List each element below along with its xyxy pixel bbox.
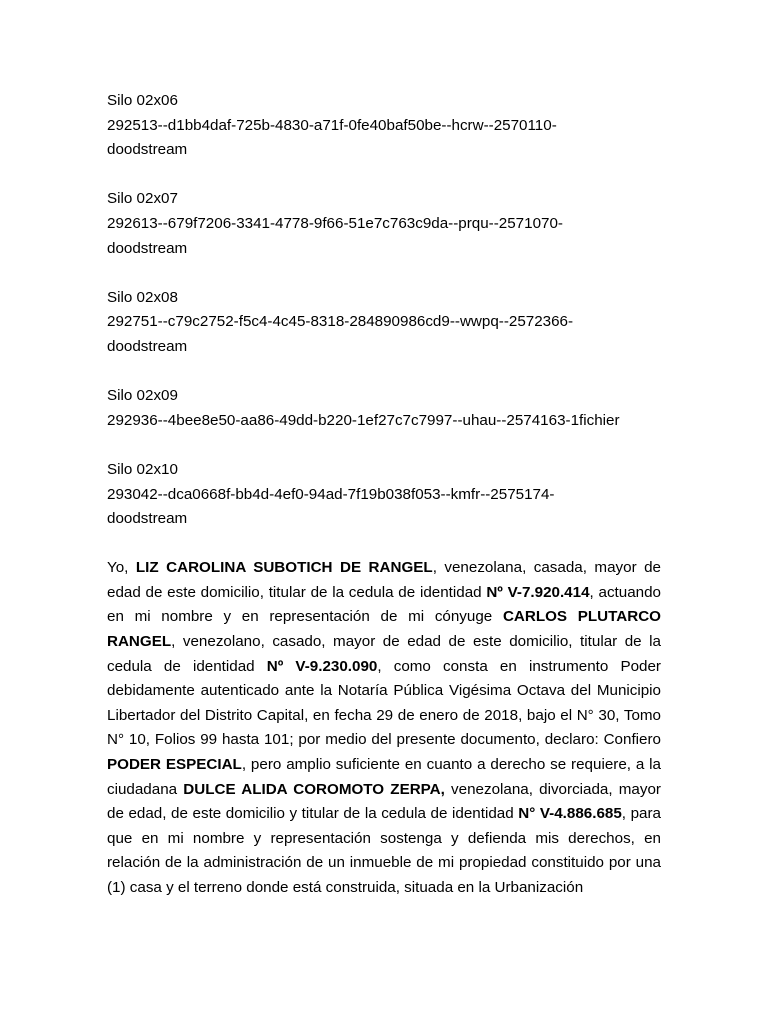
paragraph-text: , pero amplio suficiente en cuanto a derecho se requiere, a la ciudadana xyxy=(107,756,661,798)
spouse-name: CARLOS PLUTARCO RANGEL xyxy=(107,608,661,651)
paragraph-text: , venezolano, casado, mayor de edad de este domicilio, titular de la cedula de identidad xyxy=(107,633,661,675)
attorney-name: DULCE ALIDA COROMOTO ZERPA, xyxy=(183,780,445,798)
list-item xyxy=(107,187,661,261)
entry-title: Silo 02x09 xyxy=(107,387,178,405)
entry-code: 292936--4bee8e50-aa86-49dd-b220-1ef27c7c7997--uhau--2574163-1fichier xyxy=(107,411,620,429)
entry-code-continuation: doodstream xyxy=(107,337,188,355)
entry-code: 292613--679f7206-3341-4778-9f66-51e7c763c9da--prqu--2571070- xyxy=(107,214,563,232)
grantor-name: LIZ CAROLINA SUBOTICH DE RANGEL xyxy=(135,559,433,577)
paragraph-text: , venezolana, casada, mayor de edad de este domicilio, titular de la cedula de identidad xyxy=(107,559,661,601)
entry-title: Silo 02x08 xyxy=(107,288,178,306)
paragraph-text: , como consta en instrumento Poder debidamente autenticado ante la Notaría Pública Vigésima Octava del Municipio Libertador del Distrito Capital, en fecha 29 de enero de 2018, bajo el N° 30, Tomo N° 10, Folios 99 hasta 101; por medio del presente documento, declaro: Confiero xyxy=(107,657,661,749)
spouse-id-number: Nº V-9.230.090 xyxy=(266,657,378,675)
entry-title: Silo 02x06 xyxy=(107,92,178,109)
power-of-attorney-paragraph xyxy=(107,556,661,900)
list-item xyxy=(107,384,661,433)
entry-code-continuation: doodstream xyxy=(107,141,188,159)
power-type: PODER ESPECIAL xyxy=(107,756,242,774)
document-page xyxy=(107,89,661,916)
entry-code: 292751--c79c2752-f5c4-4c45-8318-284890986cd9--wwpq--2572366- xyxy=(107,313,574,331)
entry-code-continuation: doodstream xyxy=(107,239,188,257)
attorney-id-number: N° V-4.886.685 xyxy=(518,805,622,823)
entry-code-continuation: doodstream xyxy=(107,510,188,528)
paragraph-text: venezolana, divorciada, mayor de edad, de este domicilio y titular de la cedula de identidad xyxy=(107,780,661,823)
paragraph-text: , actuando en mi nombre y en representación de mi cónyuge xyxy=(107,583,661,626)
entry-title: Silo 02x07 xyxy=(107,190,178,208)
entry-code: 293042--dca0668f-bb4d-4ef0-94ad-7f19b038f053--kmfr--2575174- xyxy=(107,485,555,503)
entry-code: 292513--d1bb4daf-725b-4830-a71f-0fe40baf50be--hcrw--2570110- xyxy=(107,116,557,134)
grantor-id-number: Nº V-7.920.414 xyxy=(486,583,590,601)
list-item xyxy=(107,89,661,163)
list-item xyxy=(107,286,661,360)
paragraph-text: , para que en mi nombre y representación sostenga y defienda mis derechos, en relación de la administración de un inmueble de mi propiedad constituido por una (1) casa y el terreno donde está construida, situada en la Urbanización xyxy=(107,805,661,896)
paragraph-text: Yo, xyxy=(107,559,136,577)
list-item xyxy=(107,458,661,532)
entry-title: Silo 02x10 xyxy=(107,460,178,478)
